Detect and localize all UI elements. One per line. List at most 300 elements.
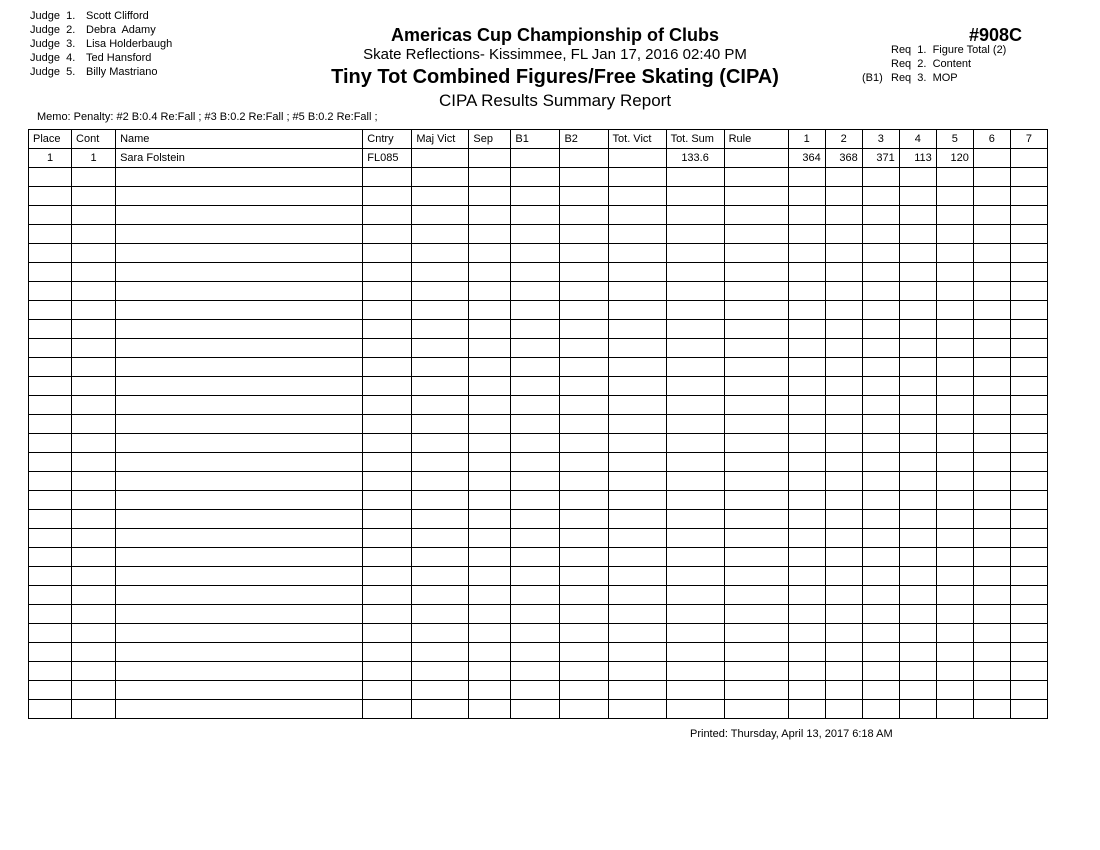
table-cell: [724, 643, 788, 662]
table-cell: [469, 339, 511, 358]
table-cell: [825, 339, 862, 358]
table-cell: [1010, 605, 1047, 624]
column-header: Cntry: [363, 130, 412, 149]
table-cell: [608, 377, 666, 396]
table-cell: [560, 396, 608, 415]
table-cell: [666, 548, 724, 567]
table-cell: [788, 643, 825, 662]
table-cell: [116, 225, 363, 244]
table-cell: [72, 586, 116, 605]
table-cell: [511, 320, 560, 339]
table-cell: [825, 225, 862, 244]
table-cell: [560, 529, 608, 548]
table-row: [29, 624, 1048, 643]
table-cell: [363, 662, 412, 681]
table-cell: [412, 548, 469, 567]
table-cell: [608, 263, 666, 282]
table-cell: [936, 529, 973, 548]
table-cell: [936, 244, 973, 263]
table-cell: [936, 605, 973, 624]
table-cell: [862, 377, 899, 396]
table-cell: [511, 643, 560, 662]
table-cell: [973, 700, 1010, 719]
table-cell: [825, 301, 862, 320]
table-cell: [862, 168, 899, 187]
column-header: 6: [973, 130, 1010, 149]
table-cell: [29, 168, 72, 187]
table-cell: [469, 453, 511, 472]
table-cell: [469, 320, 511, 339]
table-row: [29, 301, 1048, 320]
table-cell: [724, 605, 788, 624]
table-cell: [899, 643, 936, 662]
table-cell: [788, 206, 825, 225]
table-cell: [825, 643, 862, 662]
table-cell: [666, 263, 724, 282]
table-cell: [1010, 225, 1047, 244]
table-row: [29, 567, 1048, 586]
table-cell: [72, 567, 116, 586]
table-cell: [936, 206, 973, 225]
table-cell: [608, 700, 666, 719]
table-cell: [116, 472, 363, 491]
table-cell: [29, 187, 72, 206]
table-cell: [29, 472, 72, 491]
table-cell: [608, 681, 666, 700]
table-cell: [936, 510, 973, 529]
table-cell: [899, 681, 936, 700]
table-row: [29, 263, 1048, 282]
table-cell: [608, 415, 666, 434]
table-cell: [72, 301, 116, 320]
table-row: [29, 168, 1048, 187]
table-cell: [788, 301, 825, 320]
table-cell: [469, 529, 511, 548]
table-cell: [825, 510, 862, 529]
table-row: [29, 548, 1048, 567]
table-cell: [29, 225, 72, 244]
table-cell: [560, 586, 608, 605]
table-cell: [788, 263, 825, 282]
table-cell: [469, 377, 511, 396]
table-cell: [666, 339, 724, 358]
table-cell: [899, 396, 936, 415]
table-cell: [788, 415, 825, 434]
table-cell: [724, 225, 788, 244]
table-cell: [608, 244, 666, 263]
table-cell: [724, 453, 788, 472]
table-cell: [1010, 700, 1047, 719]
table-cell: [936, 491, 973, 510]
table-cell: [29, 662, 72, 681]
table-cell: [788, 434, 825, 453]
table-cell: [899, 453, 936, 472]
table-cell: [72, 624, 116, 643]
table-cell: [1010, 472, 1047, 491]
table-cell: [560, 605, 608, 624]
table-cell: [29, 700, 72, 719]
table-cell: [608, 624, 666, 643]
table-cell: [724, 320, 788, 339]
table-cell: [116, 548, 363, 567]
table-cell: [973, 263, 1010, 282]
table-row: [29, 605, 1048, 624]
table-cell: [560, 453, 608, 472]
table-cell: 113: [899, 149, 936, 168]
table-cell: [560, 244, 608, 263]
table-cell: [29, 586, 72, 605]
table-cell: [1010, 187, 1047, 206]
table-cell: [511, 187, 560, 206]
table-cell: [560, 320, 608, 339]
table-cell: [1010, 434, 1047, 453]
table-cell: [412, 529, 469, 548]
table-cell: [724, 700, 788, 719]
table-cell: [666, 662, 724, 681]
table-cell: [363, 700, 412, 719]
table-cell: [936, 282, 973, 301]
table-cell: [511, 529, 560, 548]
table-cell: [973, 358, 1010, 377]
table-cell: [412, 339, 469, 358]
table-cell: [412, 263, 469, 282]
table-cell: [72, 320, 116, 339]
judges-list: [30, 9, 172, 79]
table-cell: [724, 396, 788, 415]
table-cell: [666, 282, 724, 301]
table-cell: [788, 187, 825, 206]
table-cell: [973, 415, 1010, 434]
table-cell: [666, 244, 724, 263]
table-cell: [29, 681, 72, 700]
table-cell: [363, 187, 412, 206]
table-cell: [363, 396, 412, 415]
table-cell: [666, 434, 724, 453]
table-cell: [469, 358, 511, 377]
table-cell: [363, 567, 412, 586]
table-cell: [936, 700, 973, 719]
table-cell: [412, 700, 469, 719]
table-cell: [899, 377, 936, 396]
table-row: [29, 377, 1048, 396]
table-cell: [116, 700, 363, 719]
table-cell: [666, 377, 724, 396]
table-cell: [724, 529, 788, 548]
table-cell: [608, 510, 666, 529]
table-cell: [363, 377, 412, 396]
table-cell: [973, 510, 1010, 529]
table-cell: [363, 491, 412, 510]
table-cell: [560, 149, 608, 168]
table-cell: [666, 567, 724, 586]
column-header: 4: [899, 130, 936, 149]
table-cell: [29, 415, 72, 434]
table-cell: [511, 168, 560, 187]
table-cell: [29, 605, 72, 624]
table-cell: [1010, 168, 1047, 187]
table-cell: [1010, 263, 1047, 282]
table-cell: [412, 396, 469, 415]
table-cell: [412, 358, 469, 377]
table-cell: [899, 301, 936, 320]
table-cell: [363, 282, 412, 301]
table-cell: [72, 491, 116, 510]
judge-row: Judge 1. Scott Clifford: [30, 10, 149, 22]
table-cell: [72, 662, 116, 681]
table-cell: [666, 681, 724, 700]
table-cell: [825, 700, 862, 719]
table-cell: [511, 301, 560, 320]
table-cell: [724, 187, 788, 206]
table-cell: [412, 149, 469, 168]
column-header: 3: [862, 130, 899, 149]
column-header: Rule: [724, 130, 788, 149]
table-cell: [560, 567, 608, 586]
table-cell: [608, 491, 666, 510]
table-cell: [862, 624, 899, 643]
event-number: #908C: [968, 25, 1022, 45]
requirement-row: Req 2. Content: [891, 58, 972, 70]
table-cell: [29, 491, 72, 510]
table-cell: [469, 187, 511, 206]
table-cell: [666, 700, 724, 719]
table-cell: 371: [862, 149, 899, 168]
table-row: [29, 244, 1048, 263]
table-cell: [973, 548, 1010, 567]
table-row: [29, 339, 1048, 358]
table-cell: [469, 605, 511, 624]
table-cell: [899, 244, 936, 263]
table-cell: [1010, 244, 1047, 263]
column-header: Place: [29, 130, 72, 149]
table-cell: [724, 415, 788, 434]
table-cell: [973, 662, 1010, 681]
table-cell: [29, 643, 72, 662]
table-cell: [363, 510, 412, 529]
table-cell: [116, 643, 363, 662]
table-cell: [412, 415, 469, 434]
table-cell: [788, 377, 825, 396]
table-cell: [560, 168, 608, 187]
table-cell: [608, 453, 666, 472]
table-cell: [936, 301, 973, 320]
table-cell: [412, 168, 469, 187]
table-cell: [116, 567, 363, 586]
table-cell: [412, 624, 469, 643]
table-cell: [862, 206, 899, 225]
table-cell: [412, 681, 469, 700]
table-cell: [363, 453, 412, 472]
table-cell: [862, 396, 899, 415]
table-cell: [116, 377, 363, 396]
table-cell: [608, 586, 666, 605]
judge-name: Ted Hansford: [86, 52, 152, 64]
table-cell: [469, 263, 511, 282]
table-cell: [899, 320, 936, 339]
table-cell: [469, 168, 511, 187]
table-cell: [1010, 415, 1047, 434]
table-cell: [973, 567, 1010, 586]
table-cell: [116, 624, 363, 643]
report-title: CIPA Results Summary Report: [438, 91, 672, 110]
event-title: Tiny Tot Combined Figures/Free Skating (CIPA): [331, 66, 779, 88]
table-cell: [936, 168, 973, 187]
table-cell: [469, 662, 511, 681]
table-cell: [116, 244, 363, 263]
table-cell: [412, 453, 469, 472]
table-cell: [469, 586, 511, 605]
column-header: 7: [1010, 130, 1047, 149]
table-cell: [72, 453, 116, 472]
table-cell: [560, 358, 608, 377]
table-cell: [29, 206, 72, 225]
results-table: [28, 129, 1048, 719]
table-cell: [788, 491, 825, 510]
table-row: [29, 206, 1048, 225]
column-header: B2: [560, 130, 608, 149]
table-cell: [116, 282, 363, 301]
table-cell: [608, 396, 666, 415]
table-cell: [724, 681, 788, 700]
table-cell: [666, 187, 724, 206]
table-cell: [72, 681, 116, 700]
table-cell: [511, 624, 560, 643]
table-cell: [973, 434, 1010, 453]
table-cell: [724, 662, 788, 681]
table-cell: [116, 605, 363, 624]
table-cell: [1010, 396, 1047, 415]
table-cell: [560, 624, 608, 643]
table-cell: [724, 168, 788, 187]
table-cell: [936, 320, 973, 339]
table-cell: [72, 529, 116, 548]
table-cell: [788, 453, 825, 472]
table-cell: [788, 358, 825, 377]
table-cell: [29, 453, 72, 472]
table-cell: [363, 339, 412, 358]
judge-row: Judge 3. Lisa Holderbaugh: [30, 38, 173, 50]
table-cell: [116, 263, 363, 282]
table-cell: [116, 301, 363, 320]
judge-name: Scott Clifford: [86, 10, 149, 22]
table-cell: [973, 377, 1010, 396]
table-cell: [862, 320, 899, 339]
table-cell: [116, 491, 363, 510]
table-cell: [363, 168, 412, 187]
table-row: [29, 700, 1048, 719]
table-cell: [469, 681, 511, 700]
table-cell: [412, 643, 469, 662]
judge-row: Judge 2. Debra Adamy: [30, 24, 156, 36]
table-cell: [608, 472, 666, 491]
table-cell: [29, 377, 72, 396]
table-cell: [862, 662, 899, 681]
table-cell: [862, 643, 899, 662]
table-cell: [363, 358, 412, 377]
table-cell: [899, 700, 936, 719]
table-cell: [560, 187, 608, 206]
table-cell: [511, 282, 560, 301]
table-cell: [469, 510, 511, 529]
table-cell: [724, 624, 788, 643]
table-cell: [724, 263, 788, 282]
table-cell: [29, 320, 72, 339]
table-cell: [825, 358, 862, 377]
table-cell: 133.6: [666, 149, 724, 168]
table-cell: 364: [788, 149, 825, 168]
table-cell: [469, 415, 511, 434]
table-row: [29, 282, 1048, 301]
table-cell: [788, 244, 825, 263]
table-cell: [788, 339, 825, 358]
table-cell: [29, 301, 72, 320]
table-cell: [469, 472, 511, 491]
table-cell: [899, 548, 936, 567]
table-cell: [72, 472, 116, 491]
table-cell: [72, 225, 116, 244]
table-cell: [363, 529, 412, 548]
table-cell: [825, 434, 862, 453]
table-cell: [825, 662, 862, 681]
table-cell: [469, 282, 511, 301]
table-cell: [1010, 548, 1047, 567]
table-cell: [511, 605, 560, 624]
table-cell: [560, 225, 608, 244]
table-cell: [72, 434, 116, 453]
table-cell: [560, 472, 608, 491]
table-cell: [72, 206, 116, 225]
table-cell: [116, 168, 363, 187]
table-cell: [899, 434, 936, 453]
table-cell: [412, 377, 469, 396]
table-cell: [511, 396, 560, 415]
table-cell: [862, 187, 899, 206]
table-cell: [608, 358, 666, 377]
requirements-list: [862, 43, 1006, 85]
table-cell: [973, 586, 1010, 605]
table-cell: [666, 586, 724, 605]
table-cell: [469, 396, 511, 415]
table-cell: [973, 339, 1010, 358]
report-header: [270, 24, 840, 112]
table-cell: [511, 434, 560, 453]
table-cell: [862, 282, 899, 301]
table-cell: [666, 415, 724, 434]
table-cell: [825, 605, 862, 624]
table-cell: [899, 491, 936, 510]
table-cell: [72, 396, 116, 415]
table-cell: [788, 168, 825, 187]
table-cell: [825, 567, 862, 586]
table-cell: [899, 282, 936, 301]
table-cell: [666, 624, 724, 643]
table-cell: [973, 301, 1010, 320]
table-cell: [936, 358, 973, 377]
table-cell: [72, 187, 116, 206]
table-cell: [862, 700, 899, 719]
table-cell: [936, 643, 973, 662]
table-cell: [724, 149, 788, 168]
table-cell: [788, 320, 825, 339]
table-cell: Sara Folstein: [116, 149, 363, 168]
table-cell: [825, 624, 862, 643]
table-row: [29, 396, 1048, 415]
table-cell: [936, 681, 973, 700]
table-cell: [899, 472, 936, 491]
table-cell: [666, 206, 724, 225]
table-row: [29, 225, 1048, 244]
table-cell: [116, 339, 363, 358]
